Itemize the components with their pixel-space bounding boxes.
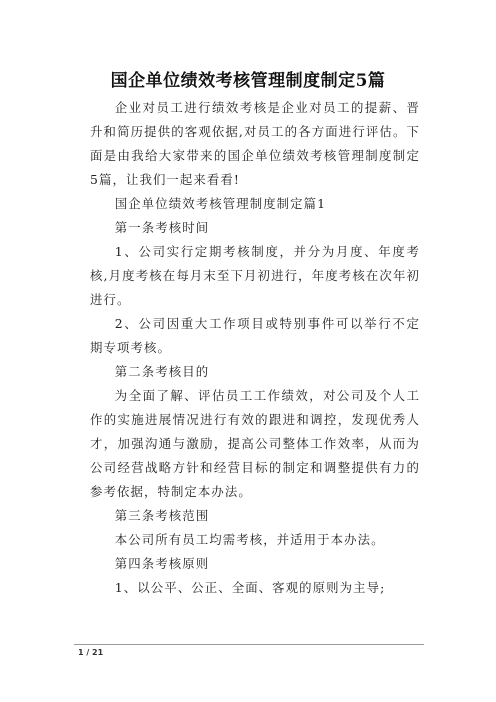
body-paragraph: 本公司所有员工均需考核，并适用于本办法。 bbox=[114, 532, 385, 547]
body-paragraph: 2、公司因重大工作项目或特别事件可以举行不定期专项考核。 bbox=[90, 316, 420, 355]
document-title: 国企单位绩效考核管理制度制定5篇 bbox=[110, 71, 386, 91]
document-body bbox=[90, 96, 420, 600]
page-number: 1 / 21 bbox=[78, 648, 104, 657]
body-paragraph: 1、以公平、公正、全面、客观的原则为主导; bbox=[114, 580, 386, 595]
section-heading: 国企单位绩效考核管理制度制定篇1 bbox=[114, 196, 327, 211]
article-heading: 第三条考核范围 bbox=[114, 508, 210, 523]
article-heading: 第四条考核原则 bbox=[114, 556, 210, 571]
intro-paragraph: 企业对员工进行绩效考核是企业对员工的提薪、晋升和简历提供的客观依据,对员工的各方面进行评估。下面是由我给大家带来的国企单位绩效考核管理制度制定5篇，让我们一起来看看! bbox=[90, 100, 420, 187]
body-paragraph: 为全面了解、评估员工工作绩效，对公司及个人工作的实施进展情况进行有效的跟进和调控，发现优秀人才，加强沟通与激励，提高公司整体工作效率，从而为公司经营战略方针和经营目标的制定和调整提供有力的参考依据，特制定本办法。 bbox=[90, 388, 420, 499]
article-heading: 第一条考核时间 bbox=[114, 220, 210, 235]
body-paragraph: 1、公司实行定期考核制度，并分为月度、年度考核,月度考核在每月末至下月初进行，年度考核在次年初进行。 bbox=[90, 244, 420, 307]
footer-divider bbox=[74, 644, 424, 645]
article-heading: 第二条考核目的 bbox=[114, 364, 210, 379]
